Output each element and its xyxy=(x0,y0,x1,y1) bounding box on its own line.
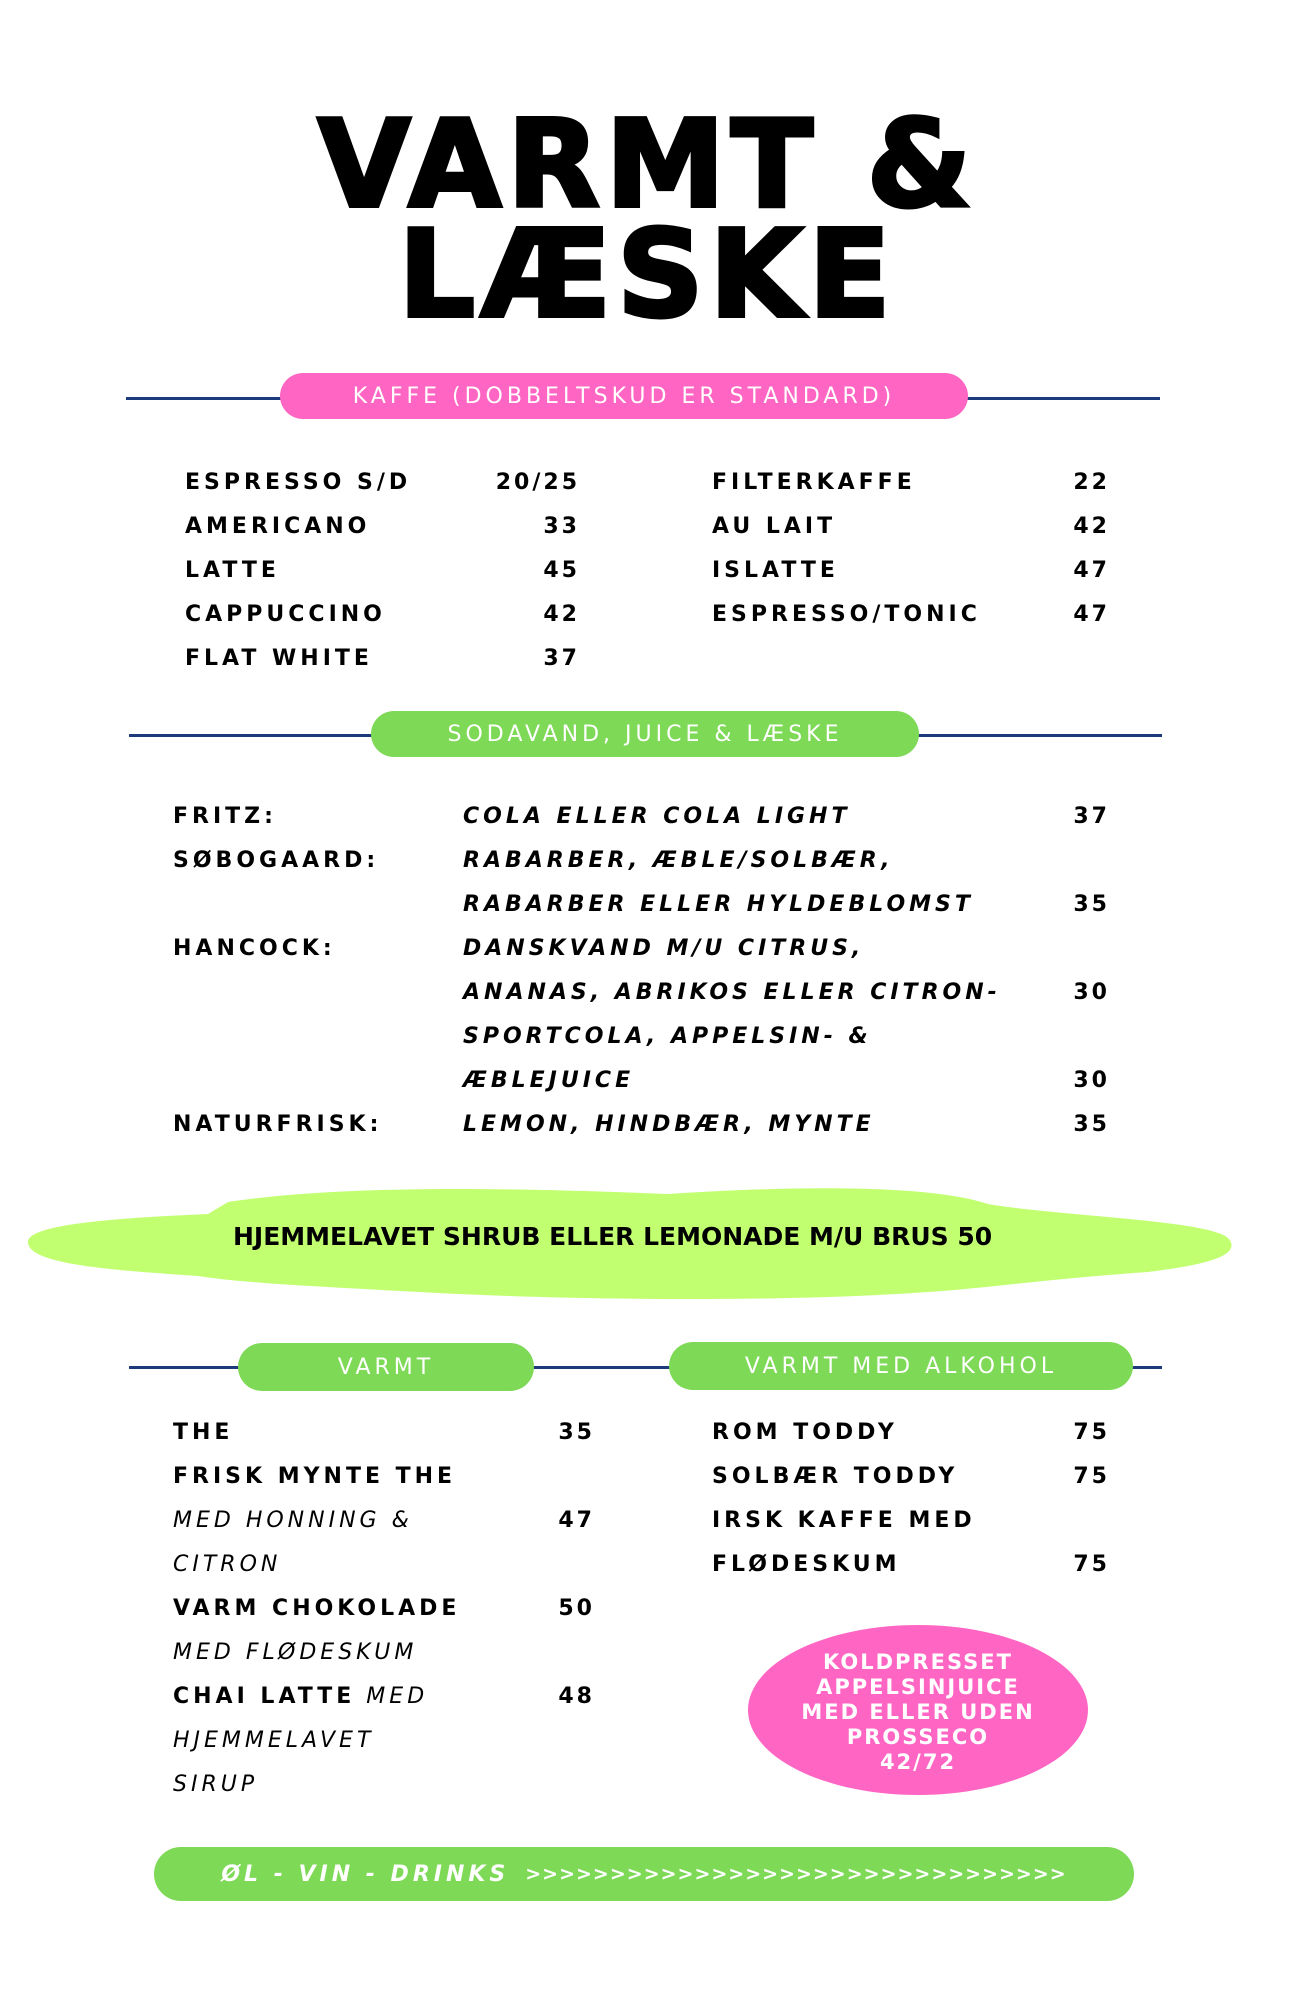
section-heading-varmt: VARMT xyxy=(238,1343,534,1391)
menu-item-name: ISLATTE xyxy=(712,558,839,583)
section-heading-varmt-alkohol: VARMT MED ALKOHOL xyxy=(669,1342,1133,1390)
menu-item-price: 47 xyxy=(1073,602,1110,627)
title-line-2: LÆSKE xyxy=(398,206,897,345)
juice-oval-line: PROSSECO xyxy=(846,1725,990,1749)
drink-description: DANSKVAND M/U CITRUS, xyxy=(463,936,865,961)
menu-item-name: CAPPUCCINO xyxy=(185,602,386,627)
menu-item-name: CHAI LATTE xyxy=(173,1684,356,1709)
menu-item-description: SIRUP xyxy=(173,1772,259,1797)
menu-item-name: AMERICANO xyxy=(185,514,371,539)
menu-item-price: 22 xyxy=(1073,470,1110,495)
menu-item-price: 20/25 xyxy=(495,470,580,495)
menu-item-name: FLØDESKUM xyxy=(712,1552,901,1577)
section-heading-sodavand: SODAVAND, JUICE & LÆSKE xyxy=(371,711,919,757)
chai-latte-line xyxy=(173,1683,428,1711)
menu-item-price: 35 xyxy=(558,1420,595,1445)
drink-price: 30 xyxy=(1073,980,1110,1005)
juice-oval-line: MED ELLER UDEN xyxy=(801,1700,1035,1724)
menu-item-price: 75 xyxy=(1073,1420,1110,1445)
footer-arrows: >>>>>>>>>>>>>>>>>>>>>>>>>>>>>>>> xyxy=(525,1863,1067,1885)
drink-description: RABARBER, ÆBLE/SOLBÆR, xyxy=(463,848,894,873)
menu-item-price: 47 xyxy=(1073,558,1110,583)
menu-item-description: MED HONNING & xyxy=(173,1508,413,1533)
drink-description: RABARBER ELLER HYLDEBLOMST xyxy=(463,892,974,917)
title-line-1: VARMT & xyxy=(317,96,978,235)
menu-item-name: LATTE xyxy=(185,558,280,583)
brand-name: NATURFRISK: xyxy=(173,1112,383,1137)
juice-oval-text xyxy=(748,1650,1088,1775)
menu-item-name: ESPRESSO S/D xyxy=(185,470,412,495)
menu-item-description: MED FLØDESKUM xyxy=(173,1640,418,1665)
menu-item-description: HJEMMELAVET xyxy=(173,1728,375,1753)
brand-name: HANCOCK: xyxy=(173,936,336,961)
menu-item-name: SOLBÆR TODDY xyxy=(712,1464,959,1489)
juice-oval-line: KOLDPRESSET xyxy=(823,1650,1013,1674)
menu-item-name: IRSK KAFFE MED xyxy=(712,1508,976,1533)
footer-label: ØL - VIN - DRINKS xyxy=(221,1861,510,1887)
menu-item-name: AU LAIT xyxy=(712,514,837,539)
drink-price: 37 xyxy=(1073,804,1110,829)
menu-item-name: THE xyxy=(173,1420,234,1445)
drink-price: 30 xyxy=(1073,1068,1110,1093)
menu-item-price: 45 xyxy=(543,558,580,583)
drink-description: COLA ELLER COLA LIGHT xyxy=(463,804,851,829)
drink-price: 35 xyxy=(1073,892,1110,917)
shrub-lemonade-text: HJEMMELAVET SHRUB ELLER LEMONADE M/U BRUS 50 xyxy=(233,1222,993,1251)
menu-item-name: ROM TODDY xyxy=(712,1420,898,1445)
brand-name: FRITZ: xyxy=(173,804,277,829)
menu-item-name: FILTERKAFFE xyxy=(712,470,916,495)
menu-item-name: VARM CHOKOLADE xyxy=(173,1596,461,1621)
menu-item-description: CITRON xyxy=(173,1552,282,1577)
menu-item-description: MED xyxy=(355,1684,429,1709)
menu-item-price: 33 xyxy=(543,514,580,539)
menu-item-name: FRISK MYNTE THE xyxy=(173,1464,457,1489)
menu-item-name: ESPRESSO/TONIC xyxy=(712,602,981,627)
menu-item-price: 48 xyxy=(558,1684,595,1709)
juice-oval-line: 42/72 xyxy=(879,1750,957,1774)
menu-item-price: 75 xyxy=(1073,1552,1110,1577)
juice-oval-line: APPELSINJUICE xyxy=(816,1675,1020,1699)
menu-item-price: 75 xyxy=(1073,1464,1110,1489)
menu-item-price: 37 xyxy=(543,646,580,671)
brand-name: SØBOGAARD: xyxy=(173,848,380,873)
menu-item-price: 42 xyxy=(543,602,580,627)
drink-description: SPORTCOLA, APPELSIN- & xyxy=(463,1024,872,1049)
drink-description: ANANAS, ABRIKOS ELLER CITRON- xyxy=(463,980,1001,1005)
menu-item-price: 42 xyxy=(1073,514,1110,539)
footer-link-ol-vin-drinks[interactable] xyxy=(154,1847,1134,1901)
section-heading-kaffe: KAFFE (DOBBELTSKUD ER STANDARD) xyxy=(280,373,968,419)
drink-price: 35 xyxy=(1073,1112,1110,1137)
menu-item-price: 50 xyxy=(558,1596,595,1621)
menu-item-name: FLAT WHITE xyxy=(185,646,373,671)
drink-description: LEMON, HINDBÆR, MYNTE xyxy=(463,1112,875,1137)
drink-description: ÆBLEJUICE xyxy=(463,1068,635,1093)
menu-item-price: 47 xyxy=(558,1508,595,1533)
